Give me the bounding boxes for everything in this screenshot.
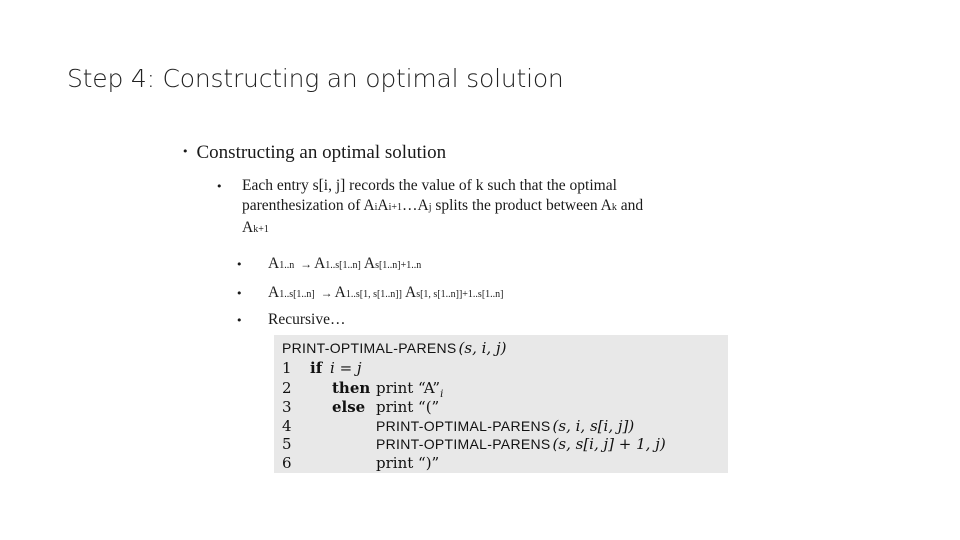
desc-A: A: [377, 197, 389, 214]
expr-b: A: [334, 284, 346, 301]
bullet-dot: •: [216, 180, 223, 193]
bullet-text: Constructing an optimal solution: [196, 142, 447, 163]
desc-line2-pre: parenthesization of A: [242, 197, 375, 214]
algo-line-6-text: print “)”: [376, 454, 440, 472]
recursive-text: Recursive…: [268, 311, 346, 328]
sub-bullet-split-2: [236, 284, 503, 302]
sub-bullet-split-1: [236, 255, 421, 273]
sub-i1: i+1: [388, 202, 402, 213]
algorithm-image: [274, 335, 728, 473]
sub-i: i: [374, 202, 378, 213]
bullet-constructing: [182, 142, 446, 164]
expr-b-sub: 1..s[1, s[1..n]]: [345, 289, 402, 300]
expr-c: A: [363, 255, 376, 272]
algo-kw-if: if: [310, 359, 323, 377]
expr-b-sub: 1..s[1..n]: [325, 260, 361, 271]
sub-k1: k+1: [253, 224, 269, 235]
bullet-dot: •: [236, 314, 243, 327]
bullet-dot: •: [182, 145, 189, 158]
sub-k: k: [611, 202, 617, 213]
desc-and: and: [616, 197, 644, 214]
desc-line2-post: splits the product between A: [431, 197, 612, 214]
algo-kw-else: else: [332, 398, 366, 416]
algo-line-num-1: 1: [282, 359, 292, 377]
expr-c: A: [404, 284, 417, 301]
arrow-icon: →: [320, 286, 333, 300]
algo-line-num-4: 4: [282, 417, 292, 435]
algo-line-5-text: PRINT-OPTIMAL-PARENS (s, s[i, j] + 1, j): [376, 435, 666, 453]
algo-line-1-text: i = j: [330, 359, 362, 377]
algo-line-num-5: 5: [282, 435, 292, 453]
bullet-dot: •: [236, 258, 243, 271]
expr-a: A: [268, 255, 280, 272]
expr: [268, 284, 503, 302]
expr-a-sub: 1..n: [279, 260, 295, 271]
algo-line-num-2: 2: [282, 379, 292, 397]
algo-line-3-text: print “(”: [376, 398, 440, 416]
sub-bullet-recursive: [236, 311, 345, 329]
desc-line1: Each entry s[i, j] records the value of k such that the optimal: [242, 177, 617, 194]
desc-ellipsis: …A: [401, 197, 429, 214]
slide-title: Step 4: Constructing an optimal solution: [67, 64, 564, 93]
expr-a: A: [268, 284, 280, 301]
expr-c-sub: s[1..n]+1..n: [375, 260, 422, 271]
algo-line-4-text: PRINT-OPTIMAL-PARENS (s, i, s[i, j]): [376, 417, 635, 435]
arrow-icon: →: [300, 257, 313, 271]
expr-c-sub: s[1, s[1..n]]+1..s[1..n]: [416, 289, 504, 300]
algo-kw-then: then: [332, 379, 371, 397]
bullet-description: [216, 176, 696, 240]
sub-j: j: [428, 202, 432, 213]
bullet-dot: •: [236, 287, 243, 300]
algo-line-num-3: 3: [282, 398, 292, 416]
expr: [268, 255, 421, 273]
description-paragraph: [242, 176, 643, 240]
desc-line3-A: A: [242, 219, 254, 236]
algo-header: PRINT-OPTIMAL-PARENS (s, i, j): [282, 339, 507, 357]
expr-a-sub: 1..s[1..n]: [279, 289, 315, 300]
algo-line-num-6: 6: [282, 454, 292, 472]
expr-b: A: [314, 255, 326, 272]
algo-line-2-text: print “$A”_i$: [376, 379, 444, 400]
